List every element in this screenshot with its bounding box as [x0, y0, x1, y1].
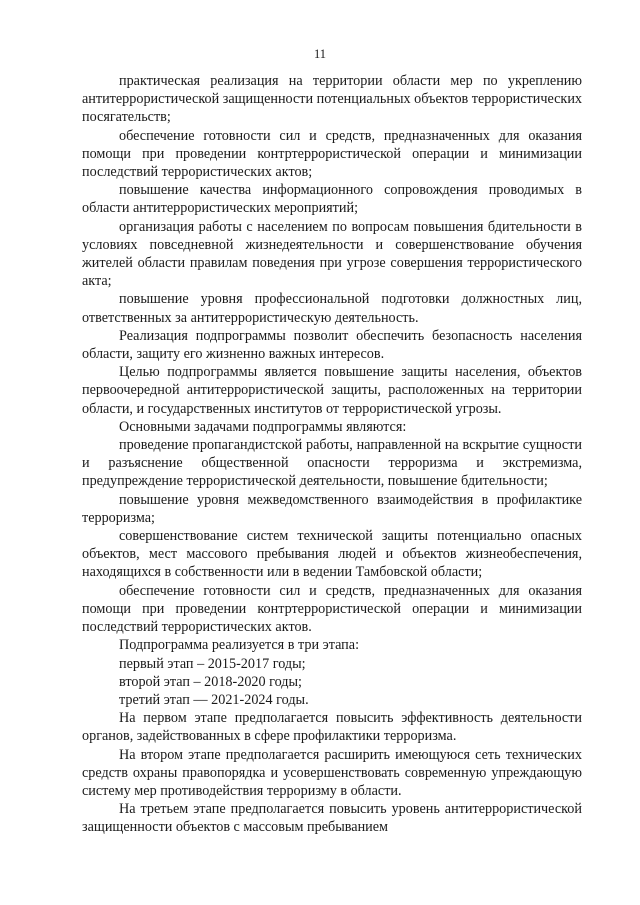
- paragraph-forces-readiness: обеспечение готовности сил и средств, предназначенных для оказания помощи при проведении контртеррористической операции и минимизации последствий террористических актов;: [82, 127, 582, 181]
- paragraph-stage-3: третий этап — 2021-2024 годы.: [119, 691, 309, 708]
- paragraph-information-support: повышение качества информационного сопровождения проводимых в области антитеррористических мероприятий;: [82, 182, 582, 217]
- page-number: 11: [313, 47, 327, 61]
- paragraph-stages-intro: Подпрограмма реализуется в три этапа:: [119, 637, 360, 654]
- paragraph-task-propaganda: проведение пропагандистской работы, направленной на вскрытие сущности и разъяснение общественной опасности терроризма и экстремизма, предупреждение террористической деятельности, повышение бдительности;: [82, 437, 582, 490]
- paragraph-population-work: организация работы с населением по вопросам повышения бдительности в условиях повседневной жизнедеятельности и совершенствование обучения жителей области правилам поведения при угрозе совершения террористического акта;: [82, 218, 582, 290]
- document-body: [82, 72, 582, 837]
- paragraph-third-stage-detail: На третьем этапе предполагается повысить уровень антитеррористической защищенности объектов с массовым пребыванием: [82, 801, 582, 836]
- paragraph-second-stage-detail: На втором этапе предполагается расширить имеющуюся сеть технических средств охраны правопорядка и усовершенствовать современную упреждающую систему мер противодействия терроризму в области.: [82, 746, 582, 799]
- paragraph-training-level: повышение уровня профессиональной подготовки должностных лиц, ответственных за антитеррористическую деятельность.: [82, 291, 582, 326]
- paragraph-goal: Целью подпрограммы является повышение защиты населения, объектов первоочередной антитеррористической защиты, расположенных на территории области, и государственных институтов от террористической угрозы.: [82, 364, 582, 417]
- paragraph-task-forces-readiness: обеспечение готовности сил и средств, предназначенных для оказания помощи при проведении контртеррористической операции и минимизации последствий террористических актов.: [82, 582, 582, 636]
- paragraph-stage-2: второй этап – 2018-2020 годы;: [119, 673, 302, 690]
- paragraph-tasks-intro: Основными задачами подпрограммы являются:: [119, 418, 407, 435]
- paragraph-implementation-result: Реализация подпрограммы позволит обеспечить безопасность населения области, защиту его жизненно важных интересов.: [82, 327, 582, 363]
- paragraph-measures-implementation: практическая реализация на территории области мер по укреплению антитеррористической защищенности потенциальных объектов террористических посягательств;: [82, 73, 583, 126]
- paragraph-stage-1: первый этап – 2015-2017 годы;: [119, 655, 306, 672]
- paragraph-first-stage-detail: На первом этапе предполагается повысить эффективность деятельности органов, задействованных в сфере профилактики терроризма.: [82, 710, 582, 745]
- paragraph-task-technical-protection: совершенствование систем технической защиты потенциально опасных объектов, мест массового пребывания людей и объектов жизнеобеспечения, находящихся в собственности или в ведении Тамбовской области;: [82, 528, 582, 581]
- paragraph-task-cooperation: повышение уровня межведомственного взаимодействия в профилактике терроризма;: [82, 491, 582, 526]
